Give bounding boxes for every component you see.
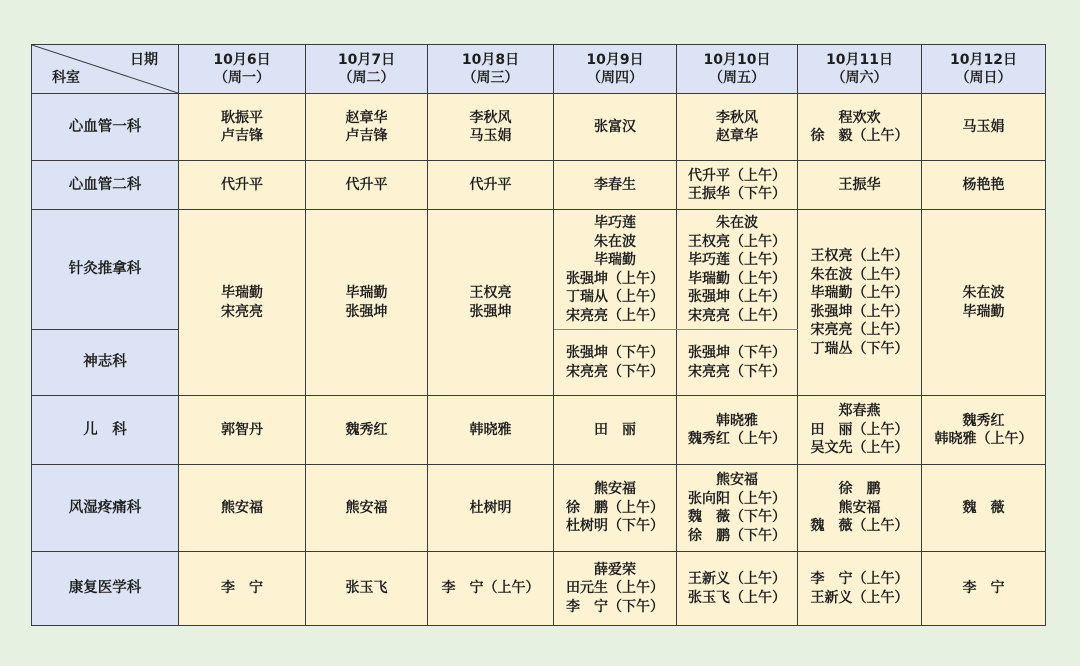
cell: 李 宁	[922, 552, 1046, 626]
day-header: 10月10日 （周五）	[677, 45, 798, 94]
cell: 朱在波 王权亮（上午） 毕巧莲（上午） 毕瑞勤（上午） 张强坤（上午） 宋亮亮（上午）	[677, 210, 798, 330]
cell: 代升平	[179, 161, 306, 210]
cell: 李秋风 赵章华	[677, 94, 798, 161]
row-cardio1	[32, 94, 1046, 161]
cell: 毕瑞勤 宋亮亮	[179, 210, 306, 396]
corner-dept-label: 科室	[52, 69, 80, 86]
cell: 杜树明	[428, 465, 554, 552]
cell: 程欢欢 徐 毅（上午）	[798, 94, 922, 161]
row-cardio2	[32, 161, 1046, 210]
cell: 郑春燕 田 丽（上午） 吴文先（上午）	[798, 396, 922, 465]
cell: 代升平（上午） 王振华（下午）	[677, 161, 798, 210]
row-pediatrics	[32, 396, 1046, 465]
cell: 熊安福 徐 鹏（上午） 杜树明（下午）	[554, 465, 677, 552]
row-rehab	[32, 552, 1046, 626]
dept-label: 心血管一科	[32, 94, 179, 161]
dept-label: 针灸推拿科	[32, 210, 179, 330]
corner-header	[32, 45, 179, 94]
cell: 王权亮（上午） 朱在波（上午） 毕瑞勤（上午） 张强坤（上午） 宋亮亮（上午） 丁瑞丛（下午）	[798, 210, 922, 396]
cell: 徐 鹏 熊安福 魏 薇（上午）	[798, 465, 922, 552]
header-row	[32, 45, 1046, 94]
dept-label: 风湿疼痛科	[32, 465, 179, 552]
cell: 李春生	[554, 161, 677, 210]
day-header: 10月9日 （周四）	[554, 45, 677, 94]
day-header: 10月6日 （周一）	[179, 45, 306, 94]
dept-label: 神志科	[32, 330, 179, 396]
cell: 张强坤（下午） 宋亮亮（下午）	[677, 330, 798, 396]
cell: 韩晓雅 魏秀红（上午）	[677, 396, 798, 465]
cell: 毕瑞勤 张强坤	[306, 210, 428, 396]
cell: 王新义（上午） 张玉飞（上午）	[677, 552, 798, 626]
day-header: 10月7日 （周二）	[306, 45, 428, 94]
row-acupuncture	[32, 210, 1046, 330]
corner-date-label: 日期	[130, 52, 158, 68]
cell: 韩晓雅	[428, 396, 554, 465]
cell: 朱在波 毕瑞勤	[922, 210, 1046, 396]
cell: 魏 薇	[922, 465, 1046, 552]
cell: 李 宁（上午）	[428, 552, 554, 626]
cell: 熊安福	[179, 465, 306, 552]
cell: 田 丽	[554, 396, 677, 465]
cell: 张玉飞	[306, 552, 428, 626]
cell: 魏秀红	[306, 396, 428, 465]
cell: 王振华	[798, 161, 922, 210]
cell: 王权亮 张强坤	[428, 210, 554, 396]
cell: 郭智丹	[179, 396, 306, 465]
dept-label: 康复医学科	[32, 552, 179, 626]
day-header: 10月8日 （周三）	[428, 45, 554, 94]
cell: 赵章华 卢吉锋	[306, 94, 428, 161]
dept-label: 心血管二科	[32, 161, 179, 210]
day-header: 10月12日 （周日）	[922, 45, 1046, 94]
cell: 李秋风 马玉娟	[428, 94, 554, 161]
day-header: 10月11日 （周六）	[798, 45, 922, 94]
cell: 杨艳艳	[922, 161, 1046, 210]
cell: 薛爱荣 田元生（上午） 李 宁（下午）	[554, 552, 677, 626]
cell: 熊安福 张向阳（上午） 魏 薇（下午） 徐 鹏（下午）	[677, 465, 798, 552]
cell: 李 宁（上午） 王新义（上午）	[798, 552, 922, 626]
cell: 代升平	[428, 161, 554, 210]
cell: 李 宁	[179, 552, 306, 626]
cell: 张富汉	[554, 94, 677, 161]
cell: 魏秀红 韩晓雅（上午）	[922, 396, 1046, 465]
duty-schedule-table	[31, 44, 1046, 626]
cell: 熊安福	[306, 465, 428, 552]
cell: 马玉娟	[922, 94, 1046, 161]
cell: 张强坤（下午） 宋亮亮（下午）	[554, 330, 677, 396]
cell: 代升平	[306, 161, 428, 210]
cell: 耿振平 卢吉锋	[179, 94, 306, 161]
cell: 毕巧莲 朱在波 毕瑞勤 张强坤（上午） 丁瑞从（上午） 宋亮亮（上午）	[554, 210, 677, 330]
row-rheumatology	[32, 465, 1046, 552]
dept-label: 儿 科	[32, 396, 179, 465]
